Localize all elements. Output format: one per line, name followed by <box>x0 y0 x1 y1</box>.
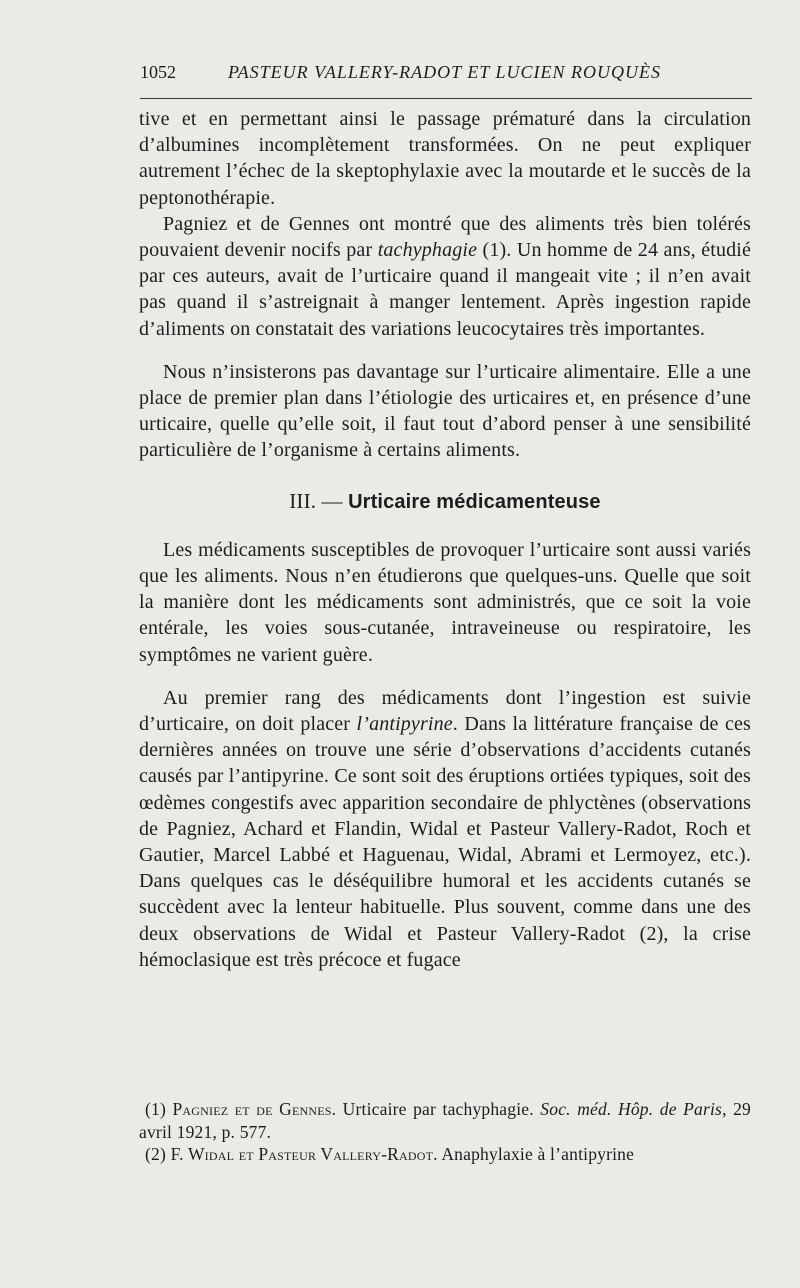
section-heading <box>139 488 751 515</box>
paragraph-4: Les médicaments susceptibles de provoquer l’urticaire sont aussi variés que les aliments. Nous n’en étudierons que quelques-uns. Quelle que soit la manière dont les médicaments sont administrés, que ce soit la voie entérale, les voies sous-cutanée, intraveineuse ou respiratoire, les symptômes ne varient guère. <box>139 538 751 666</box>
paragraph-5 <box>139 685 751 973</box>
section-dash: — <box>321 488 343 513</box>
paragraph-2-text-b: (1). Un homme de 24 ans, étudié par ces auteurs, avait de l’urticaire quand il mangeait vite ; il n’en avait pas quand il s’astreignait à manger lentement. Après ingestion rapide d’aliments on constatait des variations leucocytaires très importantes. <box>139 239 751 340</box>
antipyrine-term: l’antipyrine <box>356 713 453 736</box>
paragraph-3: Nous n’insisterons pas davantage sur l’urticaire alimentaire. Elle a une place de premier plan dans l’étiologie des urticaires et, en présence d’une urticaire, quelle qu’elle soit, il faut tout d’abord penser à une sensibilité particulière de l’organisme à certains aliments. <box>139 360 751 462</box>
footnote-2-title: . Anaphylaxie à l’antipyrine <box>433 1144 635 1164</box>
paragraph-5-text-a: Au premier rang des médicaments dont l’ingestion est suivie d’urticaire, on doit placer <box>139 686 751 736</box>
running-head <box>140 62 752 88</box>
paragraph-5-text-b: . Dans la littérature française de ces dernières années on trouve une série d’observations d’accidents cutanés causés par l’antipyrine. Ce sont soit des éruptions ortiées typiques, soit des œdèmes congestifs avec apparition secondaire de phlyctènes (observations de Pagniez, Achard et Flandin, Widal et Pasteur Vallery-Radot, Roch et Gautier, Marcel Labbé et Haguenau, Widal, Abrami et Lermoyez, etc.). Dans quelques cas le déséquilibre humoral et les accidents cutanés se succèdent avec la lenteur habituelle. Plus souvent, comme dans une des deux observations de Widal et Pasteur Vallery-Radot (2), la crise hémoclasique est très précoce et fugace <box>139 713 751 971</box>
footnotes <box>139 1098 751 1166</box>
footnote-1-date: , 29 avril 1921, p. 577. <box>139 1099 751 1142</box>
tachyphagie-term: tachyphagie <box>377 239 478 262</box>
footnote-1 <box>139 1098 751 1143</box>
footnote-2-marker: (2) <box>145 1144 167 1164</box>
paragraph-2 <box>139 211 751 342</box>
footnote-1-marker: (1) <box>145 1099 167 1119</box>
section-number: III. <box>289 488 317 513</box>
footnote-1-title: . Urticaire par tachyphagie. <box>331 1099 541 1119</box>
paragraph-1: tive et en permettant ainsi le passage prématuré dans la circulation d’albumines incomplètement transformées. On ne peut expliquer autrement l’échec de la skeptophylaxie avec la moutarde et le succès de la peptonothérapie. <box>139 108 751 209</box>
running-title: PASTEUR VALLERY-RADOT ET LUCIEN ROUQUÈS <box>228 62 662 82</box>
footnote-1-source: Soc. méd. Hôp. de Paris <box>540 1099 723 1119</box>
footnote-2 <box>139 1143 751 1166</box>
paragraph-2-text-a: Pagniez et de Gennes ont montré que des aliments très bien tolérés pouvaient devenir nocifs par <box>139 212 751 262</box>
section-title: Urticaire médicamenteuse <box>348 490 601 513</box>
body-text <box>139 106 751 973</box>
page-number: 1052 <box>140 62 176 82</box>
footnote-2-authors: F. Widal et Pasteur Vallery-Radot <box>170 1144 434 1164</box>
header-rule <box>140 98 752 99</box>
footnote-1-authors: Pagniez et de Gennes <box>172 1099 332 1119</box>
